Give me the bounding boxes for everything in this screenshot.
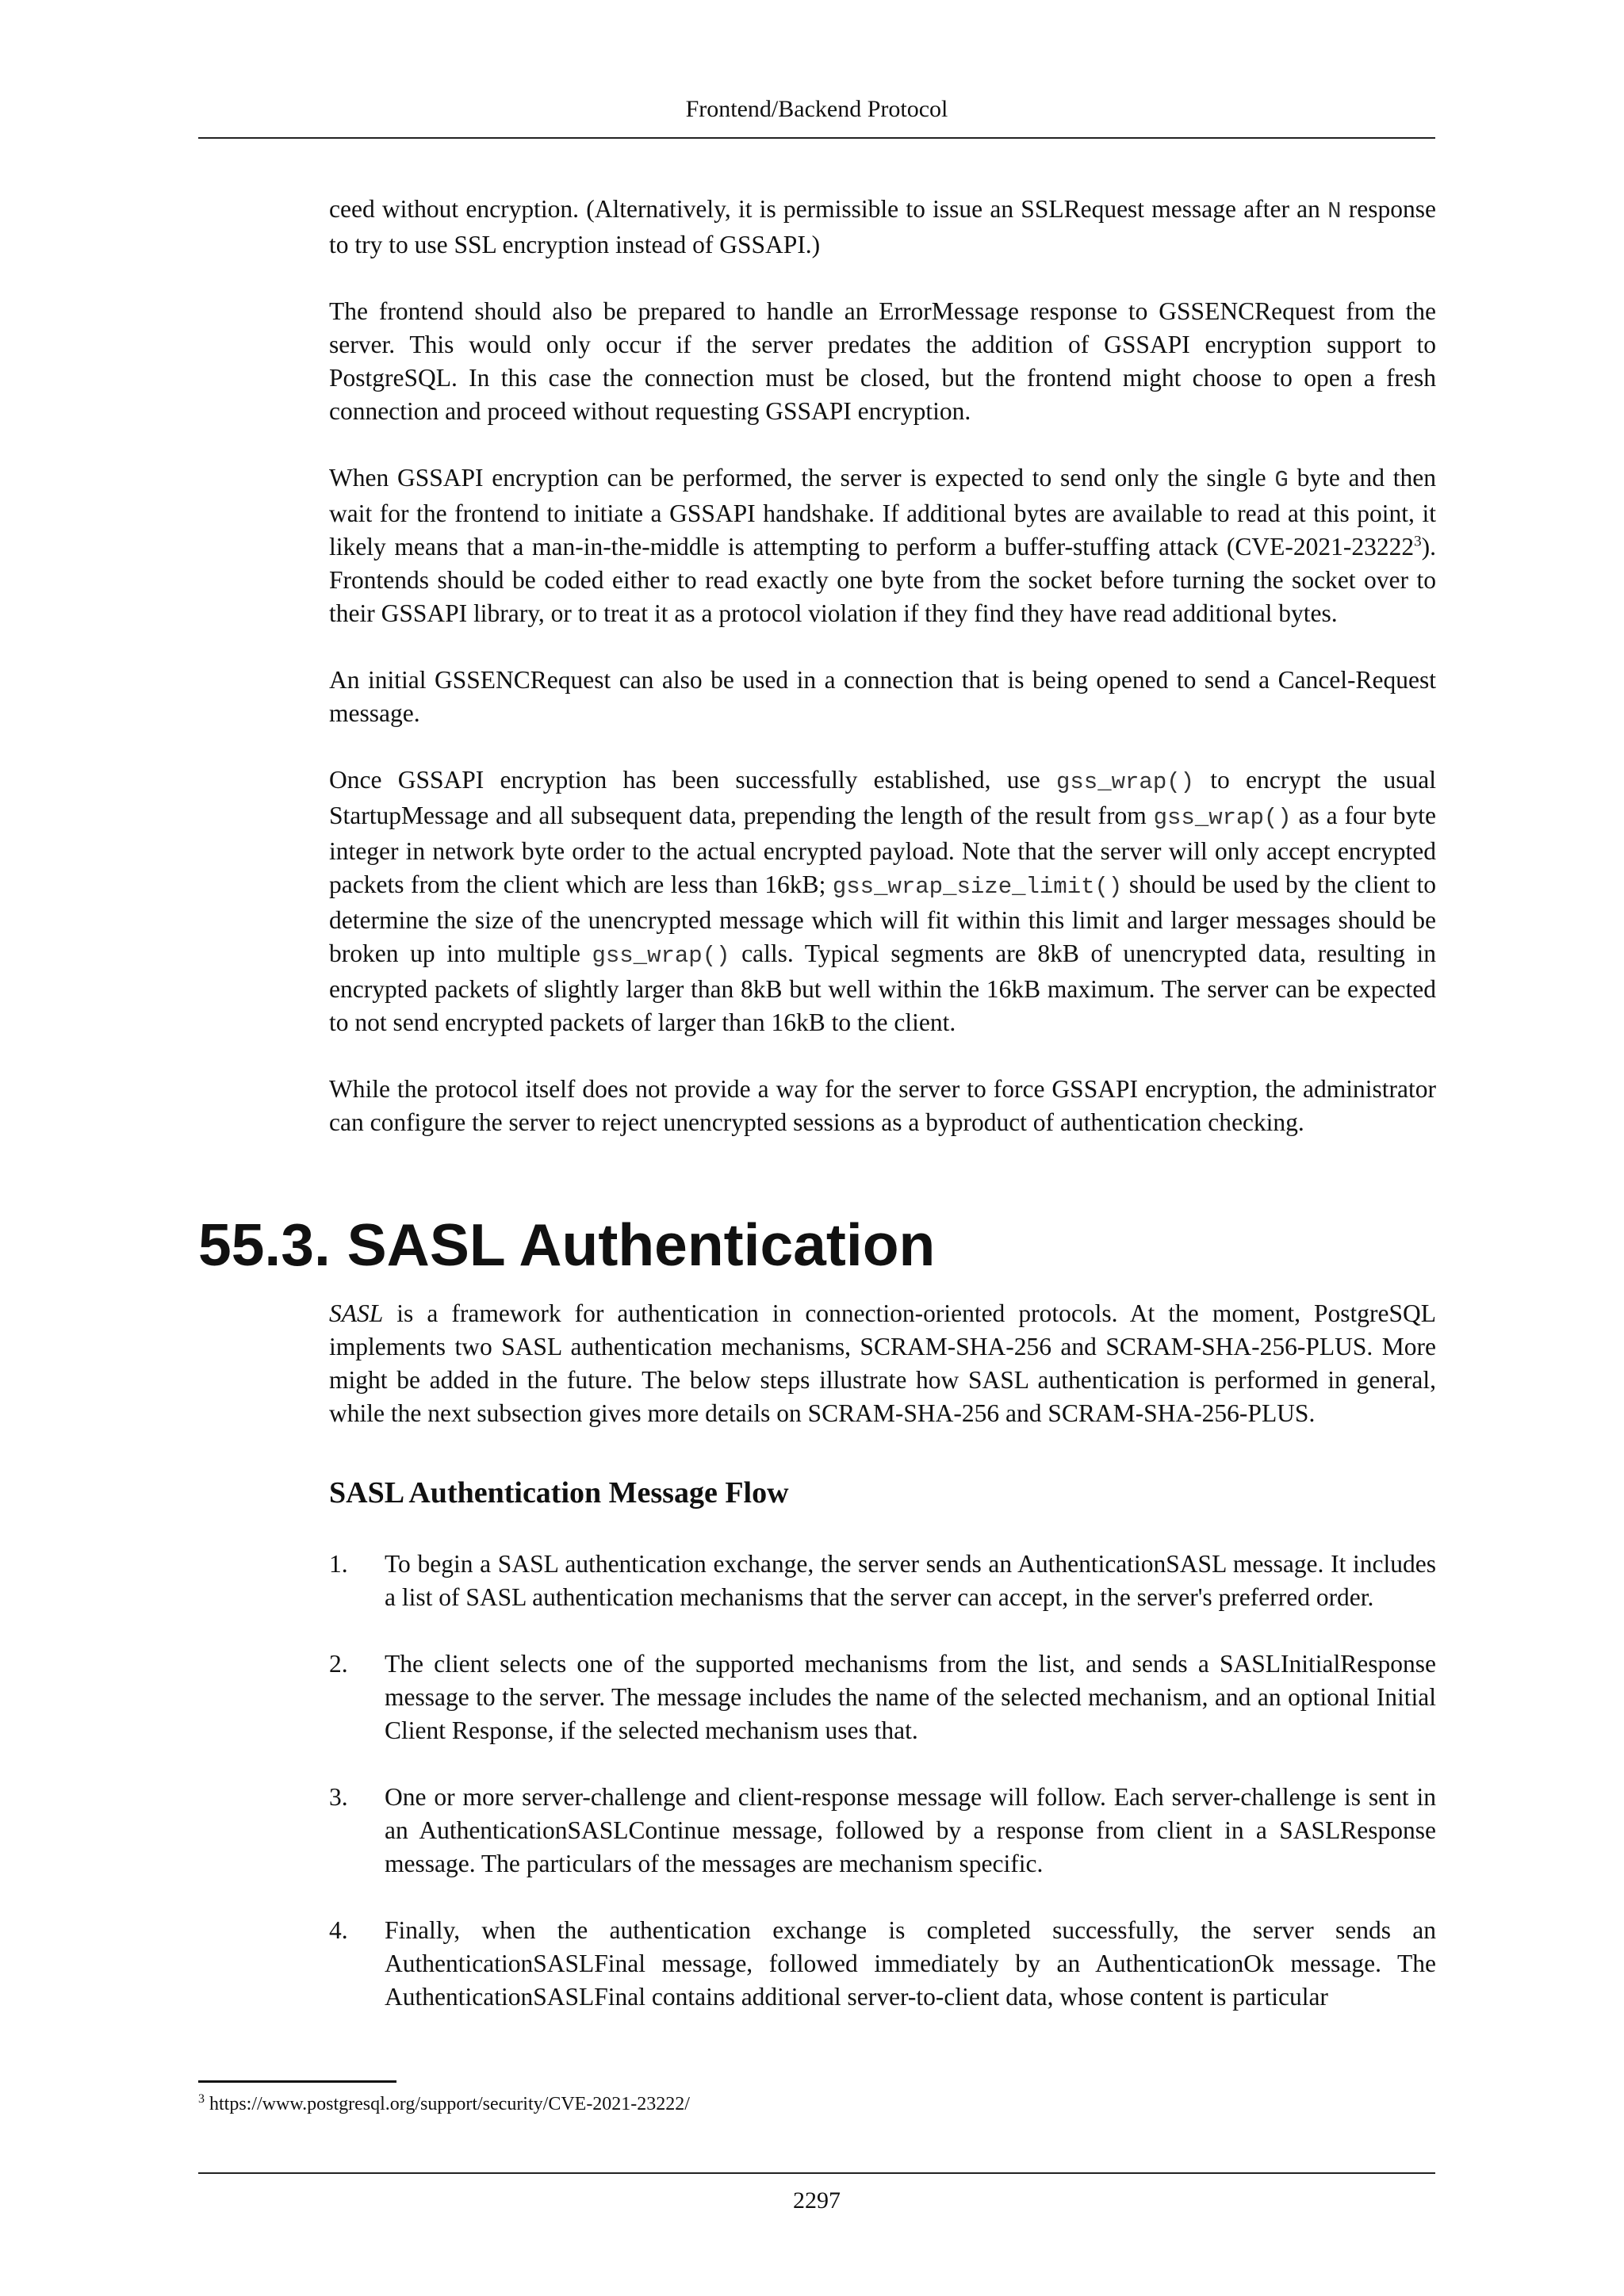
running-header: Frontend/Backend Protocol xyxy=(685,96,948,122)
sasl-section-body xyxy=(329,1297,1436,2047)
inline-code-gss-wrap-size-limit: gss_wrap_size_limit() xyxy=(832,874,1123,900)
paragraph-ssl-fallback: ceed without encryption. (Alternatively, it is permissible to issue an SSLRequest message after an N response to try to use SSL encryption instead of GSSAPI.) xyxy=(329,195,1436,258)
list-item-text: Finally, when the authentication exchange is completed successfully, the server sends an AuthenticationSASLFinal message, followed immediately by an AuthenticationOk message. The AuthenticationSASLFinal contains additional server-to-client data, whose content is particular xyxy=(385,1916,1436,2011)
inline-code-gss-wrap: gss_wrap() xyxy=(1056,769,1195,795)
list-item-text: The client selects one of the supported mechanisms from the list, and sends a SASLInitialResponse message to the server. The message includes the name of the selected mechanism, and an optional Initial Client Response, if the selected mechanism uses that. xyxy=(385,1650,1436,1744)
page-number: 2297 xyxy=(793,2187,841,2214)
paragraph-gssapi-handshake: When GSSAPI encryption can be performed, the server is expected to send only the single G byte and then wait for the frontend to initiate a GSSAPI handshake. If additional bytes are available to read at this point, it likely means that a man-in-the-middle is attempting to perform a buffer-stuffing attack (CVE-2021-23222$^3$). Frontends should be coded either to read exactly one byte from the socket before turning the socket over to their GSSAPI library, or to treat it as a protocol violation if they find they have read additional bytes. xyxy=(329,464,1436,627)
list-item-text: One or more server-challenge and client-response message will follow. Each server-challenge is sent in an AuthenticationSASLContinue message, followed by a response from client in a SASLResponse message. The particulars of the messages are mechanism specific. xyxy=(385,1783,1436,1877)
footnote-link[interactable]: https://www.postgresql.org/support/security/CVE-2021-23222/ xyxy=(209,2094,690,2114)
list-item-text: To begin a SASL authentication exchange, the server sends an AuthenticationSASL message. It includes a list of SASL authentication mechanisms that the server can accept, in the server's preferred order. xyxy=(385,1550,1436,1611)
paragraph-gss-wrap: Once GSSAPI encryption has been successfully established, use gss_wrap() to encrypt the usual StartupMessage and all subsequent data, prepending the length of the result from gss_wrap() as a four byte integer in network byte order to the actual encrypted payload. Note that the server will only accept encrypted packets from the client which are less than 16kB; gss_wrap_size_limit() should be used by the client to determine the size of the unencrypted message which will fit within this limit and larger messages should be broken up into multiple gss_wrap() calls. Typical segments are 8kB of unencrypted data, resulting in encrypted packets of slightly larger than 8kB but well within the 16kB maximum. The server can be expected to not send encrypted packets of larger than 16kB to the client. xyxy=(329,766,1437,1036)
list-item-number: 4. xyxy=(329,1916,348,1944)
gssapi-text-block xyxy=(329,193,1436,1139)
section-title: 55.3. SASL Authentication xyxy=(198,1211,936,1278)
subsection-title: SASL Authentication Message Flow xyxy=(329,1476,789,1510)
inline-code-g: G xyxy=(1274,467,1289,493)
footnote-rule xyxy=(198,2080,396,2083)
footnote xyxy=(198,2091,690,2118)
list-item xyxy=(329,1647,1436,1747)
list-item-number: 2. xyxy=(329,1650,348,1678)
list-item xyxy=(329,1914,1436,2014)
list-item-number: 1. xyxy=(329,1550,348,1578)
paragraph-admin-config: While the protocol itself does not provide a way for the server to force GSSAPI encryption, the administrator can configure the server to reject unencrypted sessions as a byproduct of authentication checking. xyxy=(329,1075,1436,1136)
inline-code-n: N xyxy=(1327,198,1342,224)
footer-rule xyxy=(198,2172,1435,2174)
message-flow-list xyxy=(329,1548,1436,2014)
paragraph-cancel-request: An initial GSSENCRequest can also be used in a connection that is being opened to send a Cancel-Request message. xyxy=(329,666,1436,727)
footnote-reference[interactable]: 3 xyxy=(1414,533,1422,550)
list-item xyxy=(329,1548,1436,1614)
paragraph-error-message: The frontend should also be prepared to handle an ErrorMessage response to GSSENCRequest from the server. This would only occur if the server predates the addition of GSSAPI encryption support to PostgreSQL. In this case the connection must be closed, but the frontend might choose to open a fresh connection and proceed without requesting GSSAPI encryption. xyxy=(329,297,1436,425)
list-item-number: 3. xyxy=(329,1783,348,1811)
footnote-number: 3 xyxy=(198,2092,205,2106)
paragraph-sasl-intro: SASL is a framework for authentication in connection-oriented protocols. At the moment, PostgreSQL implements two SASL authentication mechanisms, SCRAM-SHA-256 and SCRAM-SHA-256-PLUS. More might be added in the future. The below steps illustrate how SASL authentication is performed in general, while the next subsection gives more details on SCRAM-SHA-256 and SCRAM-SHA-256-PLUS. xyxy=(329,1299,1436,1427)
inline-code-gss-wrap: gss_wrap() xyxy=(1153,805,1292,831)
header-rule xyxy=(198,137,1435,139)
inline-code-gss-wrap: gss_wrap() xyxy=(592,943,730,969)
term-sasl: SASL xyxy=(329,1299,384,1327)
list-item xyxy=(329,1781,1436,1881)
